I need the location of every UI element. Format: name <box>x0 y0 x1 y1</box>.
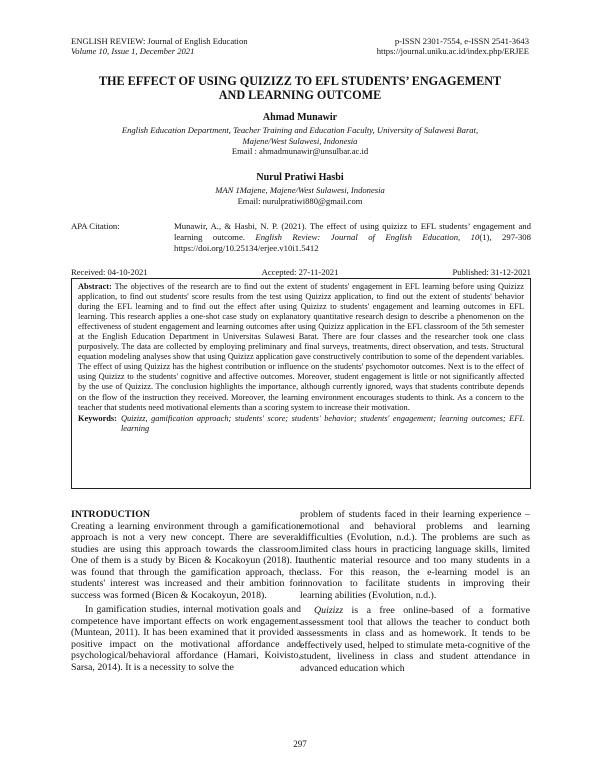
keywords-row <box>78 414 524 434</box>
journal-volume: Volume 10, Issue 1, December 2021 <box>71 46 195 56</box>
received-date: Received: 04-10-2021 <box>71 267 148 277</box>
keywords-label: Keywords: <box>78 413 117 423</box>
title-line-2: AND LEARNING OUTCOME <box>218 88 382 102</box>
quizizz-term: Quizizz <box>314 605 344 616</box>
author-name: Ahmad Munawir <box>262 112 338 123</box>
author-affiliation: MAN 1Majene, Majene/West Sulawesi, Indonesia <box>215 185 385 196</box>
author-block-1 <box>71 113 529 157</box>
citation-label: APA Citation: <box>71 221 120 231</box>
apa-citation <box>71 221 531 253</box>
citation-text: Munawir, A., & Hasbi, N. P. (2021). The effect of using quizizz to EFL students’ engagement and learning outcome. <box>174 221 531 242</box>
running-header-right <box>300 36 529 56</box>
journal-url[interactable]: https://journal.uniku.ac.id/index.php/ERJEE <box>376 46 529 56</box>
paper-title <box>60 74 540 102</box>
submission-dates <box>71 267 531 277</box>
section-heading-introduction: INTRODUCTION <box>71 509 151 520</box>
body-column-left <box>71 509 301 673</box>
body-paragraph-quizizz <box>300 605 530 674</box>
page-number: 297 <box>293 739 307 749</box>
author-block-2 <box>71 173 529 206</box>
author-name: Nurul Pratiwi Hasbi <box>256 172 344 183</box>
title-line-1: THE EFFECT OF USING QUIZIZZ TO EFL STUDENTS’ ENGAGEMENT <box>98 74 502 88</box>
author-affiliation: English Education Department, Teacher Training and Education Faculty, University of Sulawesi Barat, <box>121 125 479 136</box>
body-paragraph: Creating a learning environment through a gamification approach is not a very new concept. There are several studies are using this approach towards the classroom. One of them is a study by Bicen & Kocakoyun (2018). It was found that through the gamification approach, the students' interest was increased and their ambition for success was formed (Bicen & Kocakoyun, 2018). <box>71 520 301 601</box>
running-header-left <box>71 36 331 56</box>
abstract-label: Abstract: <box>78 282 112 291</box>
abstract-paragraph <box>78 282 524 413</box>
citation-doi[interactable]: https://doi.org/10.25134/erjee.v10i1.5412 <box>174 242 319 253</box>
citation-issue-pages: (1), 297-308 <box>479 231 531 242</box>
author-email[interactable]: Email: nurulpratiwi880@gmail.com <box>237 195 363 206</box>
journal-issn: p-ISSN 2301-7554, e-ISSN 2541-3643 <box>394 36 529 46</box>
accepted-date: Accepted: 27-11-2021 <box>261 267 339 277</box>
journal-name: ENGLISH REVIEW: Journal of English Education <box>71 36 248 46</box>
abstract-text: The objectives of the research are to find out the extent of students' engagement in EFL learning before using Quizizz application, to find out students' score results from the test using Quizizz application, to find out the extent of students' behavior during the EFL learning and to find out the effect after using Quizizz to students' engagement and learning outcomes in EFL learning. This research applies a one-shot case study on explanatory quantitative research design to describe a phenomenon on the effectiveness of student engagement and learning outcomes after using Quizizz application in the EFL classroom of the 5th semester at the English Education Department in Universitas Sulawesi Barat. There are four classes and the researcher took one class purposively. The data are collected by employing preliminary and final surveys, treatments, direct observation, and tests. Structural equation modeling analyses show that using Quizizz application gave constructively contribution to some of the dependent variables. The effect of using Quizizz has the highest contribution or influence on the students' psychomotor outcomes. Next is to the effect of using Quizizz to the students' cognitive and affective outcomes. Moreover, student engagement is little or not significantly affected by the use of Quizizz. The conclusion highlights the importance, although currently ignored, ways that students contribute depends on the flow of the instruction they received. Moreover, the learning environment encourages students to think. As a concern to the teacher that students need motivational elements than a scoring system to increase their motivation. <box>78 282 524 412</box>
keywords-text: Quizizz, gamification approach; students' score; students' behavior; students' engagement; learning outcomes; EFL learning <box>120 413 524 433</box>
body-column-right <box>300 509 530 674</box>
quizizz-description: is a free online-based of a formative assessment tool that allows the teacher to conduct both assessments in class and as homework. It tends to be effectively used, helped to stimulate meta-cognitive of the student, liveliness in class and student attendance in advanced education which <box>300 605 530 674</box>
citation-journal: English Review: Journal of English Education, 10 <box>255 231 480 242</box>
author-affiliation-location: Majene/West Sulawesi, Indonesia <box>242 135 358 146</box>
author-email[interactable]: Email : ahmadmunawir@unsulbar.ac.id <box>231 146 369 157</box>
citation-body <box>174 221 531 253</box>
published-date: Published: 31-12-2021 <box>452 267 531 277</box>
body-paragraph: problem of students faced in their learning experience –emotional and behavioral problems and learning difficulties (Evolution, n.d.). The problems are such as limited class hours in practicing language skills, limited authentic material resource and too many students in a class. For this reason, the e-learning model is an innovation to facilitate students in improving their learning abilities (Evolution, n.d.). <box>300 509 530 601</box>
body-paragraph: In gamification studies, internal motivation goals and competence have important effects on work engagement. (Muntean, 2011). It has been examined that it provided a positive impact on the motivational affordance and psychological/behavioral affordance (Hamari, Koivisto, Sarsa, 2014). It is a necessity to solve the <box>71 604 301 673</box>
abstract-box <box>71 278 531 489</box>
